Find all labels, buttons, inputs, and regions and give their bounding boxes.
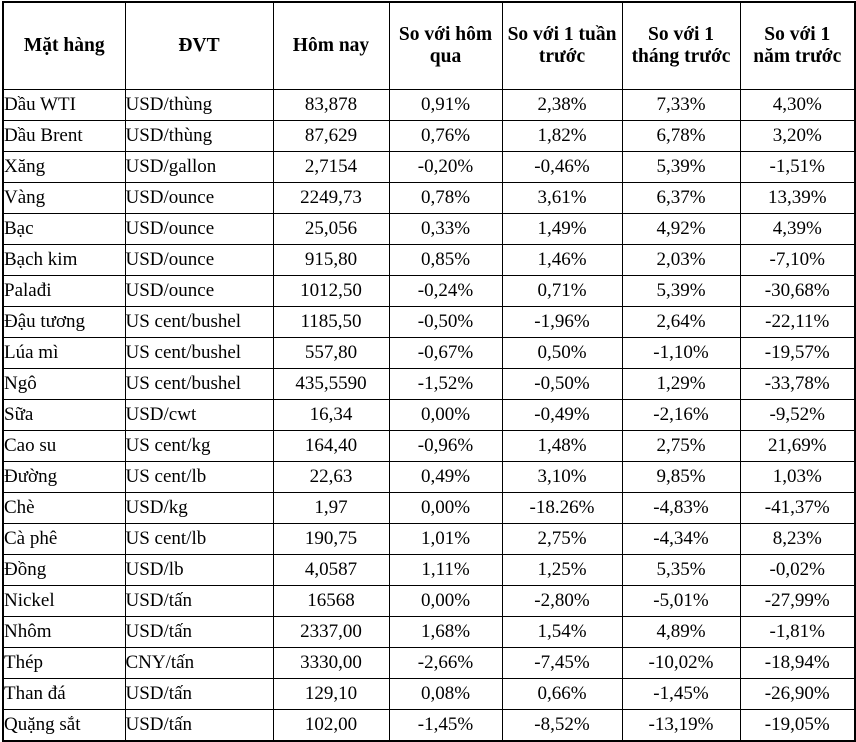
- cell-unit: USD/tấn: [125, 586, 273, 617]
- cell-vs-one-week: 3,10%: [502, 462, 622, 493]
- cell-vs-yesterday: 0,85%: [389, 245, 502, 276]
- cell-unit: USD/ounce: [125, 245, 273, 276]
- table-row: [3, 400, 855, 431]
- cell-today: 190,75: [273, 524, 389, 555]
- cell-today: 4,0587: [273, 555, 389, 586]
- cell-today: 435,5590: [273, 369, 389, 400]
- table-row: [3, 369, 855, 400]
- cell-vs-one-year: -27,99%: [740, 586, 855, 617]
- cell-today: 915,80: [273, 245, 389, 276]
- cell-today: 22,63: [273, 462, 389, 493]
- cell-vs-one-month: 2,03%: [622, 245, 740, 276]
- cell-unit: USD/ounce: [125, 183, 273, 214]
- cell-commodity: Quặng sắt: [3, 710, 125, 742]
- cell-vs-yesterday: -1,45%: [389, 710, 502, 742]
- cell-commodity: Sữa: [3, 400, 125, 431]
- cell-vs-yesterday: 0,33%: [389, 214, 502, 245]
- cell-vs-yesterday: 1,01%: [389, 524, 502, 555]
- cell-vs-one-year: 1,03%: [740, 462, 855, 493]
- cell-unit: USD/ounce: [125, 276, 273, 307]
- cell-unit: USD/tấn: [125, 679, 273, 710]
- cell-unit: USD/cwt: [125, 400, 273, 431]
- table-row: [3, 276, 855, 307]
- cell-vs-one-week: 0,66%: [502, 679, 622, 710]
- cell-unit: US cent/bushel: [125, 338, 273, 369]
- cell-today: 1185,50: [273, 307, 389, 338]
- cell-vs-one-month: -4,34%: [622, 524, 740, 555]
- table-row: [3, 431, 855, 462]
- cell-commodity: Đồng: [3, 555, 125, 586]
- cell-unit: US cent/lb: [125, 524, 273, 555]
- cell-unit: US cent/kg: [125, 431, 273, 462]
- cell-vs-one-week: -18.26%: [502, 493, 622, 524]
- cell-vs-one-year: -26,90%: [740, 679, 855, 710]
- cell-vs-one-week: 0,50%: [502, 338, 622, 369]
- cell-vs-one-year: 4,30%: [740, 90, 855, 121]
- cell-vs-one-week: 1,82%: [502, 121, 622, 152]
- cell-unit: USD/kg: [125, 493, 273, 524]
- cell-vs-one-week: -8,52%: [502, 710, 622, 742]
- cell-unit: CNY/tấn: [125, 648, 273, 679]
- cell-vs-one-week: -2,80%: [502, 586, 622, 617]
- table-row: [3, 586, 855, 617]
- cell-vs-one-month: 5,39%: [622, 276, 740, 307]
- cell-today: 3330,00: [273, 648, 389, 679]
- cell-vs-one-year: -1,51%: [740, 152, 855, 183]
- cell-vs-one-week: -0,49%: [502, 400, 622, 431]
- table-row: [3, 710, 855, 742]
- cell-vs-one-week: -0,50%: [502, 369, 622, 400]
- cell-vs-one-year: -19,57%: [740, 338, 855, 369]
- column-header-vs-one-year: So với 1 năm trước: [740, 2, 855, 90]
- cell-today: 87,629: [273, 121, 389, 152]
- cell-vs-one-month: 2,64%: [622, 307, 740, 338]
- cell-commodity: Than đá: [3, 679, 125, 710]
- table-row: [3, 338, 855, 369]
- cell-today: 2,7154: [273, 152, 389, 183]
- cell-unit: USD/tấn: [125, 617, 273, 648]
- table-header: [3, 2, 855, 90]
- commodity-price-table-container: [0, 1, 856, 742]
- cell-today: 2249,73: [273, 183, 389, 214]
- column-header-vs-yesterday: So với hôm qua: [389, 2, 502, 90]
- table-row: [3, 90, 855, 121]
- cell-commodity: Nhôm: [3, 617, 125, 648]
- cell-unit: US cent/bushel: [125, 369, 273, 400]
- cell-today: 102,00: [273, 710, 389, 742]
- cell-vs-one-month: -1,45%: [622, 679, 740, 710]
- cell-vs-yesterday: 0,08%: [389, 679, 502, 710]
- cell-commodity: Bạc: [3, 214, 125, 245]
- cell-vs-one-week: 0,71%: [502, 276, 622, 307]
- cell-commodity: Đậu tương: [3, 307, 125, 338]
- cell-vs-one-year: 21,69%: [740, 431, 855, 462]
- cell-vs-one-month: 1,29%: [622, 369, 740, 400]
- cell-unit: USD/ounce: [125, 214, 273, 245]
- cell-vs-yesterday: -2,66%: [389, 648, 502, 679]
- cell-vs-one-week: 3,61%: [502, 183, 622, 214]
- cell-unit: USD/gallon: [125, 152, 273, 183]
- cell-commodity: Ngô: [3, 369, 125, 400]
- table-row: [3, 121, 855, 152]
- cell-vs-one-month: -2,16%: [622, 400, 740, 431]
- cell-vs-one-week: 1,46%: [502, 245, 622, 276]
- cell-vs-yesterday: -0,67%: [389, 338, 502, 369]
- cell-today: 25,056: [273, 214, 389, 245]
- table-row: [3, 555, 855, 586]
- cell-vs-yesterday: -0,20%: [389, 152, 502, 183]
- cell-today: 1012,50: [273, 276, 389, 307]
- cell-today: 16568: [273, 586, 389, 617]
- cell-today: 129,10: [273, 679, 389, 710]
- table-row: [3, 214, 855, 245]
- cell-today: 164,40: [273, 431, 389, 462]
- cell-unit: US cent/bushel: [125, 307, 273, 338]
- cell-vs-one-week: 1,54%: [502, 617, 622, 648]
- table-header-row: [3, 2, 855, 90]
- cell-commodity: Dầu Brent: [3, 121, 125, 152]
- cell-commodity: Cà phê: [3, 524, 125, 555]
- cell-commodity: Thép: [3, 648, 125, 679]
- cell-today: 1,97: [273, 493, 389, 524]
- cell-today: 16,34: [273, 400, 389, 431]
- cell-commodity: Chè: [3, 493, 125, 524]
- cell-unit: USD/thùng: [125, 90, 273, 121]
- cell-vs-yesterday: 0,00%: [389, 493, 502, 524]
- table-row: [3, 493, 855, 524]
- cell-vs-one-year: -7,10%: [740, 245, 855, 276]
- cell-vs-one-year: -9,52%: [740, 400, 855, 431]
- commodity-price-table: [2, 1, 856, 742]
- cell-vs-one-year: -19,05%: [740, 710, 855, 742]
- cell-vs-one-week: 1,48%: [502, 431, 622, 462]
- cell-vs-one-month: -4,83%: [622, 493, 740, 524]
- cell-vs-one-year: 13,39%: [740, 183, 855, 214]
- cell-commodity: Xăng: [3, 152, 125, 183]
- cell-vs-yesterday: -1,52%: [389, 369, 502, 400]
- table-row: [3, 462, 855, 493]
- cell-vs-one-month: 5,39%: [622, 152, 740, 183]
- cell-vs-one-month: -5,01%: [622, 586, 740, 617]
- table-row: [3, 524, 855, 555]
- cell-vs-one-month: 4,92%: [622, 214, 740, 245]
- cell-commodity: Cao su: [3, 431, 125, 462]
- column-header-today: Hôm nay: [273, 2, 389, 90]
- cell-vs-one-month: 9,85%: [622, 462, 740, 493]
- cell-unit: USD/tấn: [125, 710, 273, 742]
- cell-vs-yesterday: 0,49%: [389, 462, 502, 493]
- cell-vs-one-year: 4,39%: [740, 214, 855, 245]
- cell-vs-yesterday: 1,68%: [389, 617, 502, 648]
- cell-vs-one-year: -1,81%: [740, 617, 855, 648]
- table-row: [3, 617, 855, 648]
- cell-today: 557,80: [273, 338, 389, 369]
- cell-vs-yesterday: 1,11%: [389, 555, 502, 586]
- cell-vs-one-month: 7,33%: [622, 90, 740, 121]
- cell-vs-yesterday: -0,24%: [389, 276, 502, 307]
- cell-commodity: Vàng: [3, 183, 125, 214]
- cell-vs-one-year: 8,23%: [740, 524, 855, 555]
- cell-vs-yesterday: 0,78%: [389, 183, 502, 214]
- cell-vs-one-week: 2,75%: [502, 524, 622, 555]
- cell-vs-one-year: -41,37%: [740, 493, 855, 524]
- cell-vs-one-week: 1,49%: [502, 214, 622, 245]
- table-row: [3, 307, 855, 338]
- cell-today: 2337,00: [273, 617, 389, 648]
- cell-commodity: Đường: [3, 462, 125, 493]
- cell-unit: USD/thùng: [125, 121, 273, 152]
- table-row: [3, 245, 855, 276]
- cell-vs-one-month: 4,89%: [622, 617, 740, 648]
- column-header-commodity: Mặt hàng: [3, 2, 125, 90]
- cell-vs-one-month: 5,35%: [622, 555, 740, 586]
- cell-vs-one-week: -1,96%: [502, 307, 622, 338]
- cell-vs-one-month: 2,75%: [622, 431, 740, 462]
- cell-commodity: Nickel: [3, 586, 125, 617]
- cell-vs-one-week: 1,25%: [502, 555, 622, 586]
- cell-vs-one-month: -1,10%: [622, 338, 740, 369]
- cell-unit: USD/lb: [125, 555, 273, 586]
- cell-vs-one-year: -0,02%: [740, 555, 855, 586]
- cell-vs-one-year: 3,20%: [740, 121, 855, 152]
- cell-vs-yesterday: 0,76%: [389, 121, 502, 152]
- table-body: [3, 90, 855, 742]
- column-header-vs-one-month: So với 1 tháng trước: [622, 2, 740, 90]
- cell-vs-one-year: -22,11%: [740, 307, 855, 338]
- column-header-unit: ĐVT: [125, 2, 273, 90]
- cell-vs-one-month: 6,37%: [622, 183, 740, 214]
- cell-vs-one-year: -18,94%: [740, 648, 855, 679]
- cell-vs-yesterday: -0,96%: [389, 431, 502, 462]
- cell-vs-one-week: 2,38%: [502, 90, 622, 121]
- cell-vs-one-year: -30,68%: [740, 276, 855, 307]
- table-row: [3, 183, 855, 214]
- column-header-vs-one-week: So với 1 tuần trước: [502, 2, 622, 90]
- table-row: [3, 679, 855, 710]
- cell-unit: US cent/lb: [125, 462, 273, 493]
- cell-vs-one-month: -13,19%: [622, 710, 740, 742]
- cell-vs-one-month: -10,02%: [622, 648, 740, 679]
- cell-commodity: Palađi: [3, 276, 125, 307]
- cell-vs-one-week: -7,45%: [502, 648, 622, 679]
- cell-vs-yesterday: 0,00%: [389, 586, 502, 617]
- cell-today: 83,878: [273, 90, 389, 121]
- cell-vs-yesterday: 0,00%: [389, 400, 502, 431]
- table-row: [3, 152, 855, 183]
- cell-vs-one-year: -33,78%: [740, 369, 855, 400]
- cell-vs-one-month: 6,78%: [622, 121, 740, 152]
- table-row: [3, 648, 855, 679]
- cell-commodity: Lúa mì: [3, 338, 125, 369]
- cell-vs-yesterday: -0,50%: [389, 307, 502, 338]
- cell-commodity: Bạch kim: [3, 245, 125, 276]
- cell-commodity: Dầu WTI: [3, 90, 125, 121]
- cell-vs-one-week: -0,46%: [502, 152, 622, 183]
- cell-vs-yesterday: 0,91%: [389, 90, 502, 121]
